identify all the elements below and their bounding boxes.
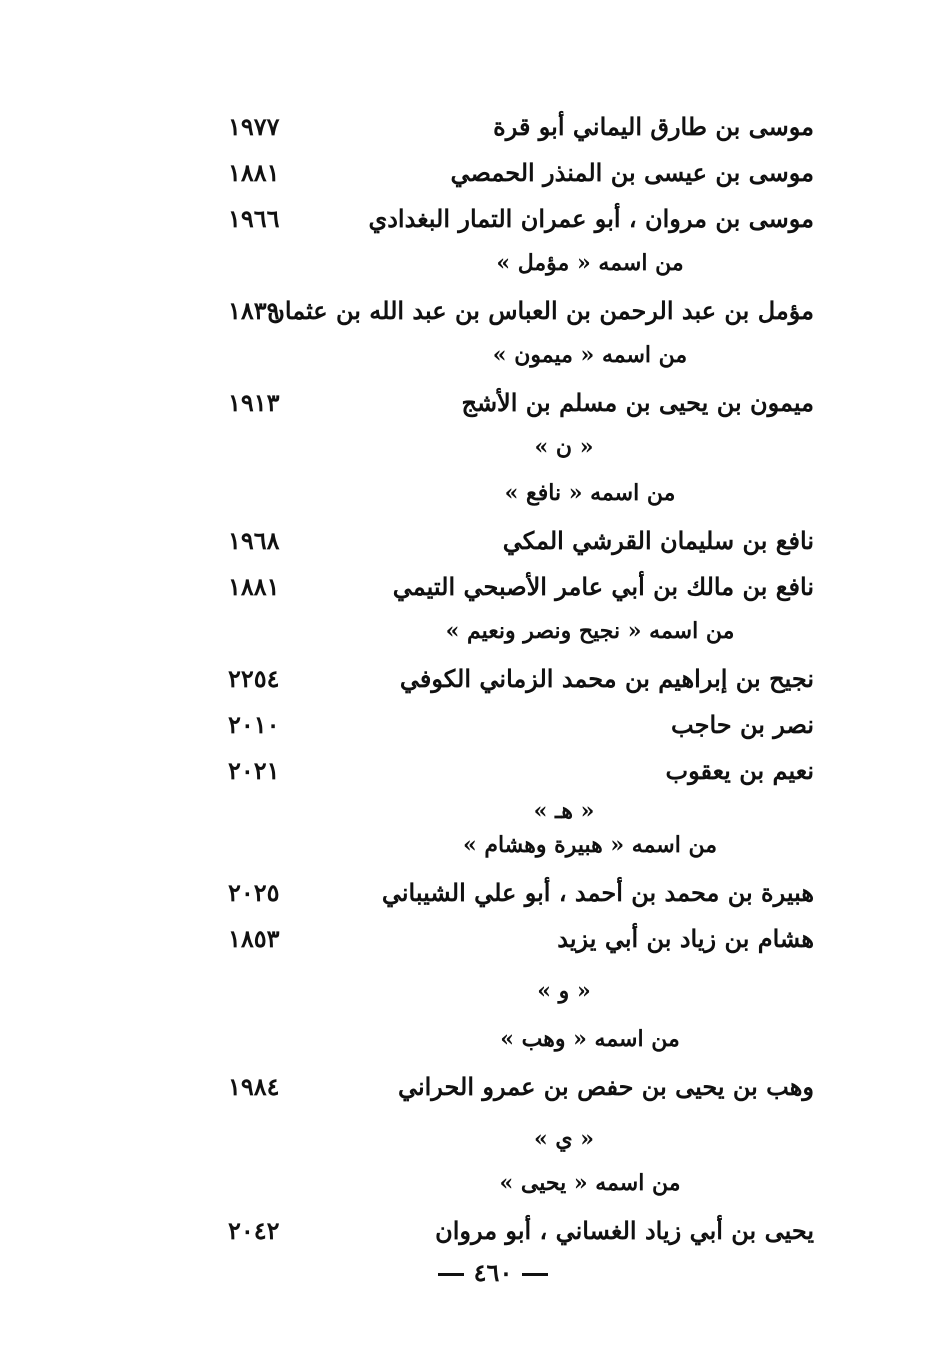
index-entry <box>220 1212 820 1258</box>
entry-number: ٢٠٤٢ <box>228 1216 280 1245</box>
entry-number: ٢٢٥٤ <box>228 664 280 693</box>
entry-name: هشام بن زياد بن أبي يزيد <box>557 924 814 953</box>
index-entry <box>220 384 820 430</box>
index-entry <box>220 108 820 154</box>
section-heading <box>220 1022 820 1068</box>
entry-name: نجيح بن إبراهيم بن محمد الزماني الكوفي <box>399 664 814 693</box>
letter-heading-text: « ي » <box>533 1126 595 1152</box>
index-entry <box>220 200 820 246</box>
entry-name: نافع بن مالك بن أبي عامر الأصبحي التيمي <box>392 572 814 601</box>
section-heading-text: من اسمه « وهب » <box>500 1026 680 1052</box>
page-number: ٤٦٠ <box>473 1258 513 1287</box>
page-number-dash-left <box>438 1273 464 1276</box>
entry-name: نصر بن حاجب <box>671 710 814 739</box>
letter-heading <box>220 1114 820 1166</box>
index-list <box>220 108 820 1258</box>
letter-heading-text: « ن » <box>534 434 594 460</box>
entry-number: ١٩١٣ <box>228 388 280 417</box>
entry-number: ١٩٧٧ <box>228 112 280 141</box>
section-heading-text: من اسمه « نافع » <box>504 480 676 506</box>
section-heading <box>220 338 820 384</box>
entry-name: نافع بن سليمان القرشي المكي <box>502 526 814 555</box>
entry-number: ١٨٨١ <box>228 572 280 601</box>
section-heading-text: من اسمه « هبيرة وهشام » <box>462 832 718 858</box>
entry-name: هبيرة بن محمد بن أحمد ، أبو علي الشيباني <box>381 878 814 907</box>
entry-name: ميمون بن يحيى بن مسلم بن الأشج <box>461 388 814 417</box>
entry-name: يحيى بن أبي زياد الغساني ، أبو مروان <box>435 1216 814 1245</box>
section-heading-text: من اسمه « ميمون » <box>492 342 688 368</box>
section-heading <box>220 1166 820 1212</box>
index-entry <box>220 660 820 706</box>
section-heading-text: من اسمه « مؤمل » <box>496 250 684 276</box>
entry-number: ٢٠٢٥ <box>228 878 280 907</box>
section-heading-text: من اسمه « يحيى » <box>499 1170 681 1196</box>
entry-number: ١٩٦٦ <box>228 204 280 233</box>
index-entry <box>220 920 820 966</box>
section-heading <box>220 246 820 292</box>
index-entry <box>220 154 820 200</box>
index-entry <box>220 522 820 568</box>
entry-number: ١٩٨٤ <box>228 1072 280 1101</box>
entry-number: ٢٠١٠ <box>228 710 280 739</box>
page-number-dash-right <box>522 1273 548 1276</box>
index-entry <box>220 874 820 920</box>
section-heading <box>220 476 820 522</box>
index-entry <box>220 292 820 338</box>
letter-heading <box>220 798 820 828</box>
section-heading-text: من اسمه « نجيح ونصر ونعيم » <box>445 618 735 644</box>
page-number-footer <box>0 1258 942 1287</box>
entry-number: ١٨٨١ <box>228 158 280 187</box>
letter-heading <box>220 430 820 476</box>
index-entry <box>220 568 820 614</box>
section-heading <box>220 614 820 660</box>
letter-heading <box>220 966 820 1022</box>
entry-name: نعيم بن يعقوب <box>665 756 814 785</box>
entry-name: مؤمل بن عبد الرحمن بن العباس بن عبد الله بن عثمان <box>267 296 814 325</box>
entry-number: ١٩٦٨ <box>228 526 280 555</box>
entry-number: ١٨٥٣ <box>228 924 280 953</box>
index-entry <box>220 752 820 798</box>
section-heading <box>220 828 820 874</box>
index-entry <box>220 1068 820 1114</box>
index-entry <box>220 706 820 752</box>
entry-name: موسى بن طارق اليماني أبو قرة <box>493 112 814 141</box>
letter-heading-text: « هـ » <box>533 798 595 824</box>
entry-name: وهب بن يحيى بن حفص بن عمرو الحراني <box>397 1072 814 1101</box>
entry-name: موسى بن عيسى بن المنذر الحمصي <box>450 158 814 187</box>
entry-number: ١٨٣٩ <box>228 296 280 325</box>
entry-name: موسى بن مروان ، أبو عمران التمار البغدادي <box>368 204 814 233</box>
entry-number: ٢٠٢١ <box>228 756 280 785</box>
letter-heading-text: « و » <box>537 978 591 1004</box>
